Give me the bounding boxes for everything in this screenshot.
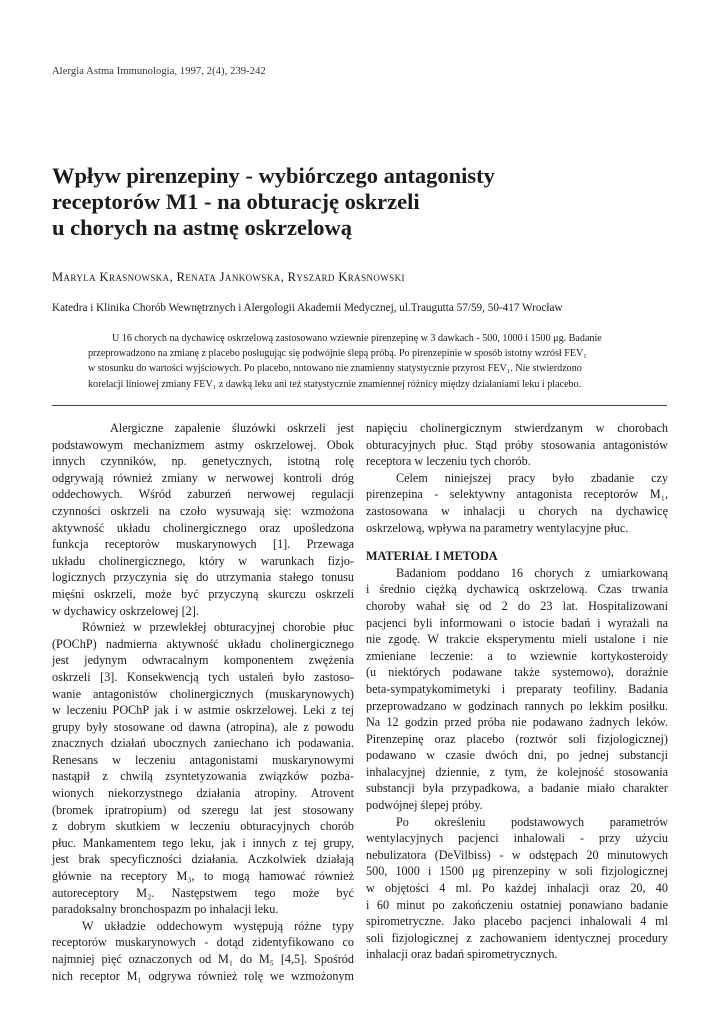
abstract-line: U 16 chorych na dychawicę oskrzelową zastosowano wziewnie pirenzepinę w 3 dawkach - 500, 1000 i 1500 μg. Badanie — [112, 333, 602, 344]
text-line: przeprowadzano w godzinach rannych po lekkim posiłku. — [366, 698, 668, 713]
text-line: oskrzelową, wpływa na parametry wentylacyjne płuc. — [366, 520, 629, 535]
title-line: Wpływ pirenzepiny - wybiórczego antagonisty — [52, 163, 495, 188]
text-line: układu cholinergicznego, który w warunkach fizjo- — [52, 553, 354, 568]
text-line: choroby wahał się od 2 do 23 lat. Hospitalizowani — [366, 598, 668, 613]
text-line: znacznych działań ubocznych zaniechano ich podawania. — [52, 736, 354, 751]
text-line: oskrzeli [3]. Konsekwencją tych ustaleń było zastoso- — [52, 669, 354, 684]
text-line: Badaniom poddano 16 chorych z umiarkowaną — [396, 565, 668, 580]
text-line: Renesans w leczeniu antagonistami muskarynowymi — [52, 752, 354, 767]
text-line: odgrywają również zmiany w nerwowej kontroli dróg — [52, 470, 354, 485]
text-line: jest jedynym odwracalnym komponentem zwężenia — [52, 653, 354, 668]
abstract-line: w stosunku do wartości wyjściowych. Po placebo, notowano nie znamienny statystycznie przyrost FEV₁. Nie stwierdzono — [88, 363, 582, 375]
journal-reference: Alergia Astma Immunologia, 1997, 2(4), 239-242 — [52, 66, 266, 77]
text-line: nich receptor M₁ odgrywa również rolę we wzmożonym — [52, 968, 354, 983]
text-line: inhalacji oraz badań spirometrycznych. — [366, 947, 558, 962]
text-line: (u niektórych podawane także systemowo), doraźnie — [366, 665, 668, 680]
text-line: podwójnej ślepej próby. — [366, 798, 483, 813]
text-line: spirometryczne. Jako placebo pacjenci inhalowali 4 ml — [366, 914, 668, 929]
text-line: mięśni oskrzeli, może być przyczyną skurczu oskrzeli — [52, 586, 354, 601]
title-line: u chorych na astmę oskrzelową — [52, 215, 352, 240]
text-line: w leczeniu POChP jak i w astmie oskrzelowej. Leki z tej — [52, 703, 354, 718]
text-line: obturacyjnych płuc. Stąd próby stosowania antagonistów — [366, 437, 668, 452]
text-line: płuc. Mankamentem tego leku, jak i innych z tej grupy, — [52, 835, 354, 850]
abstract — [88, 331, 668, 392]
abstract-line: korelacji liniowej zmiany FEV₁ z dawką leku ani też statystycznie znamiennej różnicy między działaniami leku i placebo. — [88, 378, 582, 390]
text-line: autoreceptory M₂. Następstwem tego może być — [52, 885, 354, 900]
text-line: pacjenci byli informowani o istocie badań i wyrażali na — [366, 615, 668, 630]
text-line: w objętości 4 ml. Po każdej inhalacji oraz 20, 40 — [366, 881, 668, 896]
text-line: Alergiczne zapalenie śluzówki oskrzeli jest — [110, 421, 354, 435]
text-line: receptorów muskarynowych - dotąd zidentyfikowano co — [52, 935, 354, 950]
text-line: Pirenzepinę oraz placebo (roztwór soli fizjologicznej) — [366, 731, 668, 746]
text-line: oddechowych. Wśród zaburzeń nerwowej regulacji — [52, 487, 354, 502]
section-heading: MATERIAŁ I METODA — [366, 549, 498, 564]
text-line: Również w przewlekłej obturacyjnej chorobie płuc — [82, 620, 354, 635]
affiliation: Katedra i Klinika Chorób Wewnętrznych i Alergologii Akademii Medycznej, ul.Traugutta 57/59, 50-417 Wrocław — [52, 302, 563, 314]
text-line: innych czynników, np. genetycznych, istotną rolę — [52, 454, 354, 469]
text-line: wionych niekorzystnego działania atropiny. Atrovent — [52, 786, 354, 801]
text-line: jest brak specyficzności działania. Aczkolwiek działają — [52, 852, 354, 867]
text-line: z dobrym skutkiem w leczeniu obturacyjnych chorób — [52, 819, 354, 834]
text-line: zastosowana w inhalacji u chorych na dychawicę — [366, 503, 668, 518]
text-line: najmniej pięć oznaczonych od M₁ do M₅ [4,5]. Spośród — [52, 952, 354, 966]
text-line: grupy były stosowane od dawna (atropina), ale z powodu — [52, 719, 354, 734]
text-line: zmieniane leczenie: a to wziewnie kortykosteroidy — [366, 648, 668, 663]
text-line: czynności oskrzeli na czoło wysuwają się: wzmożona — [52, 503, 354, 518]
title-line: receptorów M1 - na obturację oskrzeli — [52, 189, 420, 214]
text-line: funkcja receptorów muskarynowych [1]. Przewaga — [52, 537, 354, 552]
abstract-line: przeprowadzono na zmianę z placebo posługując się podwójnie ślepą próbą. Po pirenzepinie w sposób istotny wzrósł FEV₁ — [88, 348, 587, 360]
text-line: inhalacyjnej dziennie, z tym, że kolejność stosowania — [366, 764, 668, 779]
section-divider — [52, 405, 667, 406]
text-line: Na 12 godzin przed próba nie podawano żadnych leków. — [366, 715, 668, 730]
left-column — [52, 420, 354, 984]
text-line: podawano w czasie dwóch dni, po jednej substancji — [366, 748, 668, 763]
text-line: nastąpił z chwilą zsyntetyzowania związków pozba- — [52, 769, 354, 784]
text-line: 500, 1000 i 1500 μg pirenzepiny w soli fizjologicznej — [366, 864, 668, 879]
text-line: paradoksalny bronchospazm po inhalacji leku. — [52, 902, 279, 917]
text-line: Po określeniu podstawowych parametrów — [396, 814, 668, 829]
text-line: wentylacyjnych pacjenci inhalowali - przy użyciu — [366, 831, 668, 846]
text-line: i średnio ciężką dychawicą oskrzelową. Czas trwania — [366, 582, 668, 597]
text-line: nie zgodę. W trakcie eksperymentu mieli ustalone i nie — [366, 632, 668, 647]
text-line: soli fizjologicznej z zachowaniem identycznej procedury — [366, 930, 668, 945]
text-line: Celem niniejszej pracy było zbadanie czy — [396, 470, 668, 485]
text-line: nebulizatora (DeVilbiss) - w odstępach 20 minutowych — [366, 847, 668, 862]
text-line: beta-sympatykomimetyki i preparaty teofiliny. Badania — [366, 681, 668, 696]
text-line: (bromek ipratropium) od szeregu lat jest stosowany — [52, 802, 354, 817]
text-line: aktywność układu cholinergicznego oraz upośledzona — [52, 520, 354, 535]
text-line: wanie antagonistów cholinergicznych (muskarynowych) — [52, 686, 354, 701]
text-line: logicznych przyczynia się do utrzymania stałego tonusu — [52, 570, 354, 585]
text-line: W układzie oddechowym występują różne typy — [82, 918, 354, 933]
right-column — [366, 420, 668, 963]
authors: Maryla Krasnowska, Renata Jankowska, Ryszard Krasnowski — [52, 270, 405, 284]
text-line: receptora w leczeniu tych chorób. — [366, 454, 531, 469]
text-line: napięciu cholinergicznym stwierdzanym w chorobach — [366, 421, 668, 435]
text-line: substancji była przypadkowa, a badanie miało charakter — [366, 781, 668, 796]
text-line: podstawowym mechanizmem astmy oskrzelowej. Obok — [52, 437, 354, 452]
text-line: (POChP) nadmierna aktywność układu cholinergicznego — [52, 636, 354, 651]
text-line: pirenzepina - selektywny antagonista receptorów M₁, — [366, 487, 668, 502]
article-title — [52, 163, 672, 241]
text-line: w dychawicy oskrzelowej [2]. — [52, 603, 199, 618]
text-line: i 60 minut po zakończeniu ostatniej ponawiano badanie — [366, 897, 668, 912]
text-line: głównie na receptory M₃, to mogą hamować również — [52, 869, 354, 884]
